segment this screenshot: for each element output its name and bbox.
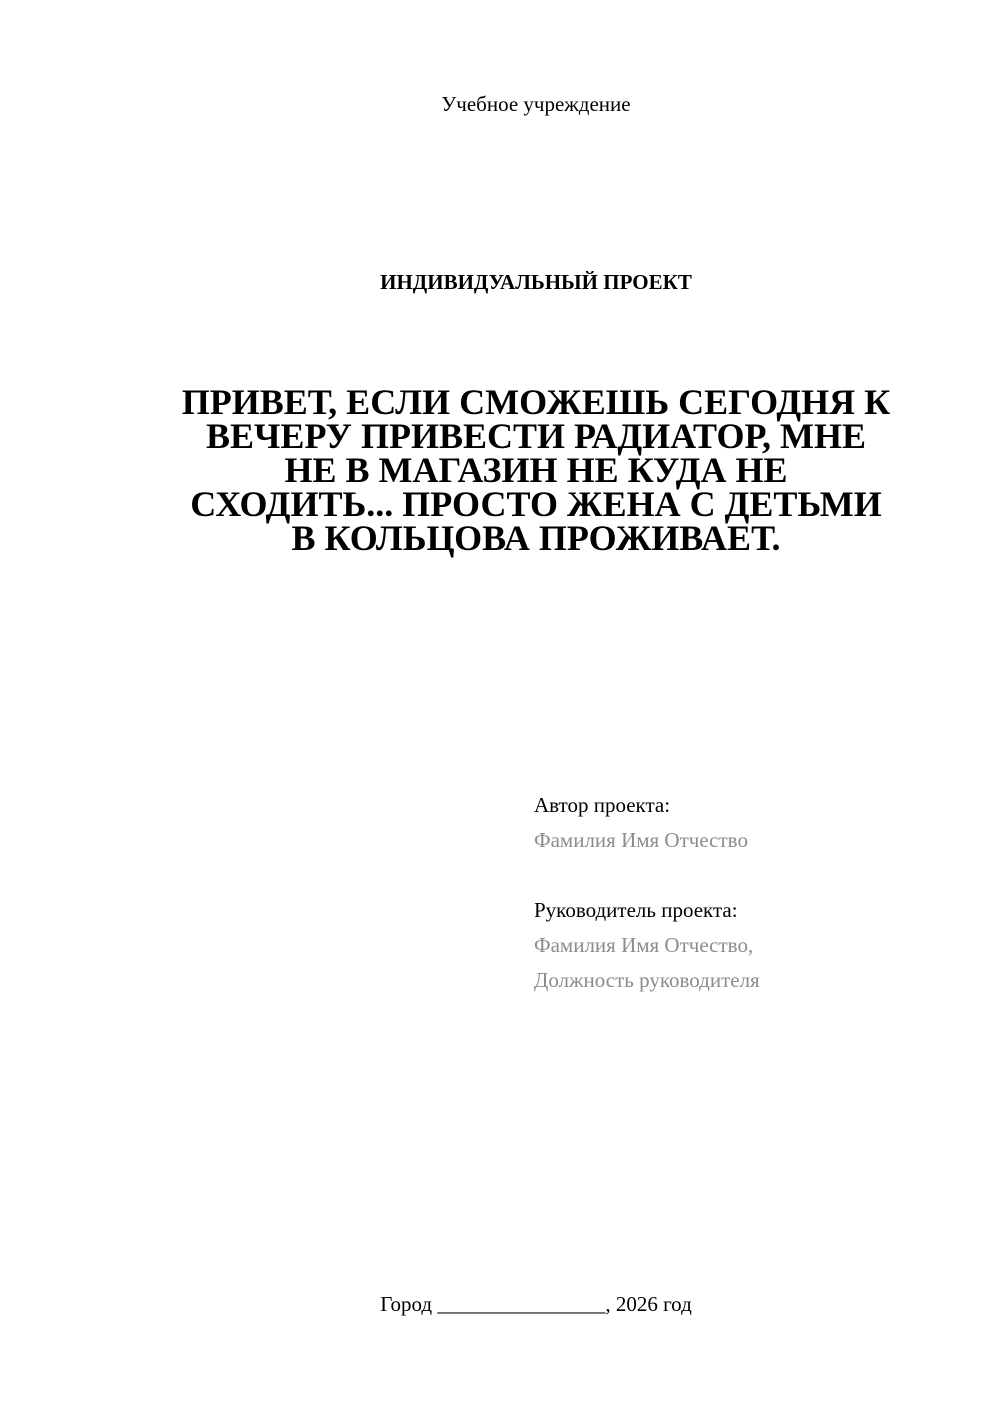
project-title-line: ПРИВЕТ, ЕСЛИ СМОЖЕШЬ СЕГОДНЯ К bbox=[181, 382, 891, 422]
project-title-line: СХОДИТЬ... ПРОСТО ЖЕНА С ДЕТЬМИ bbox=[190, 484, 882, 524]
project-title-line: НЕ В МАГАЗИН НЕ КУДА НЕ bbox=[284, 450, 788, 490]
institution-name: Учебное учреждение bbox=[441, 92, 631, 116]
supervisor-name: Фамилия Имя Отчество, bbox=[534, 933, 754, 957]
author-label: Автор проекта: bbox=[534, 793, 671, 817]
document-type-heading: ИНДИВИДУАЛЬНЫЙ ПРОЕКТ bbox=[380, 270, 692, 294]
supervisor-label: Руководитель проекта: bbox=[534, 898, 738, 922]
project-title-line: В КОЛЬЦОВА ПРОЖИВАЕТ. bbox=[291, 518, 781, 558]
author-name: Фамилия Имя Отчество bbox=[534, 828, 748, 852]
supervisor-position: Должность руководителя bbox=[534, 968, 760, 992]
credits-block bbox=[534, 788, 974, 998]
project-title-line: ВЕЧЕРУ ПРИВЕСТИ РАДИАТОР, МНЕ bbox=[205, 416, 866, 456]
credits-spacer bbox=[534, 858, 974, 893]
city-year-line: Город ________________, 2026 год bbox=[380, 1292, 692, 1316]
project-title bbox=[150, 382, 922, 558]
